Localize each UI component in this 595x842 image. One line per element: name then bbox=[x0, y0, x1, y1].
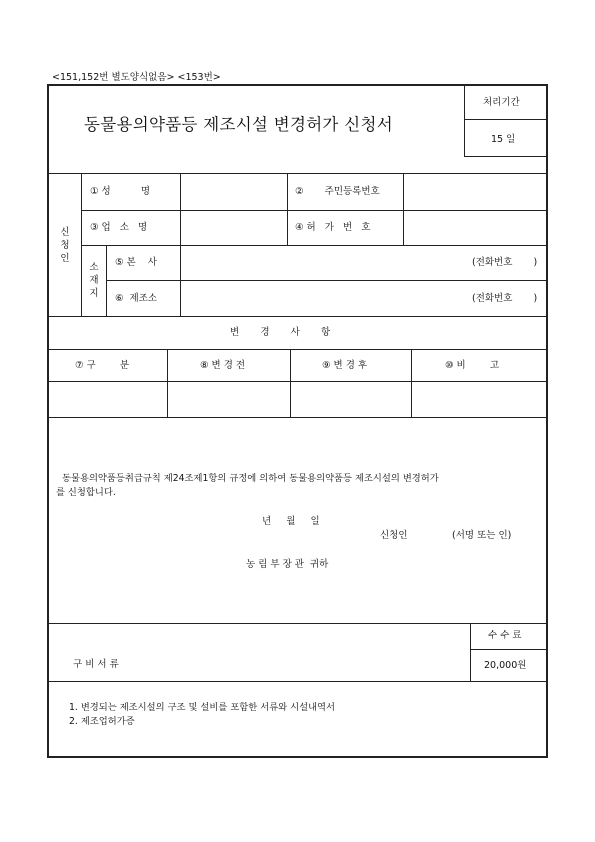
business-name-field[interactable] bbox=[181, 211, 286, 244]
fee-value: 20,000원 bbox=[484, 660, 527, 671]
document-item-1: 1. 변경되는 제조시설의 구조 및 설비를 포함한 서류와 시설내역서 bbox=[69, 702, 336, 713]
fee-box-left bbox=[470, 623, 471, 681]
document-item-2: 2. 제조업허가증 bbox=[69, 716, 135, 727]
frame-right bbox=[546, 84, 548, 758]
signature-field[interactable] bbox=[412, 527, 450, 543]
changes-header-top bbox=[49, 349, 546, 350]
required-documents-label: 구 비 서 류 bbox=[73, 659, 119, 670]
changes-row-bottom bbox=[49, 417, 546, 418]
row12-col-b bbox=[287, 173, 288, 245]
head-office-label: ⑤ 본 사 bbox=[115, 257, 157, 268]
applicant-bottom-line bbox=[49, 316, 546, 317]
documents-bottom-line bbox=[49, 681, 546, 682]
applicant-section-label bbox=[58, 226, 72, 265]
processing-box-left bbox=[464, 86, 465, 157]
license-number-field[interactable] bbox=[404, 211, 545, 244]
applicant-section-char-2: 청 bbox=[60, 240, 70, 251]
column-remarks: ⑩ 비 고 bbox=[445, 360, 500, 371]
location-char-2: 재 bbox=[89, 275, 99, 286]
form-title: 동물용의약품등 제조시설 변경허가 신청서 bbox=[84, 115, 393, 134]
addressee: 농 림 부 장 관 귀하 bbox=[246, 559, 329, 570]
name-field[interactable] bbox=[181, 174, 286, 209]
change-remarks-field[interactable] bbox=[412, 382, 545, 416]
fee-box-divider bbox=[470, 649, 546, 650]
resident-number-field[interactable] bbox=[404, 174, 545, 209]
column-category: ⑦ 구 분 bbox=[75, 360, 130, 371]
resident-number-label: ② 주민등록번호 bbox=[295, 186, 380, 197]
location-char-1: 소 bbox=[89, 262, 99, 273]
name-label: ① 성 명 bbox=[90, 186, 151, 197]
location-char-3: 지 bbox=[89, 288, 99, 299]
frame-left bbox=[47, 84, 49, 758]
applicant-section-char-1: 신 bbox=[60, 227, 70, 238]
processing-period-value: 15 일 bbox=[491, 134, 516, 145]
business-name-label: ③ 업 소 명 bbox=[90, 222, 148, 233]
frame-bottom bbox=[47, 756, 548, 758]
signature-hint: (서명 또는 인) bbox=[452, 530, 512, 541]
changes-section-title: 변 경 사 항 bbox=[230, 327, 331, 338]
statement-line-1: 동물용의약품등취급규칙 제24조제1항의 규정에 의하여 동물용의약품등 제조시설의 변경허가 bbox=[62, 473, 439, 484]
statement-line-2: 를 신청합니다. bbox=[56, 487, 116, 498]
location-label bbox=[87, 261, 101, 300]
application-date: 년 월 일 bbox=[262, 516, 320, 527]
change-after-field[interactable] bbox=[291, 382, 410, 416]
applicant-sign-label: 신청인 bbox=[380, 530, 408, 541]
documents-top-line bbox=[49, 623, 546, 624]
column-before: ⑧ 변 경 전 bbox=[200, 360, 246, 371]
change-before-field[interactable] bbox=[168, 382, 289, 416]
column-after: ⑨ 변 경 후 bbox=[322, 360, 368, 371]
frame-top bbox=[47, 84, 548, 86]
processing-period-label: 처리기간 bbox=[483, 97, 520, 108]
factory-phone-label: (전화번호 ) bbox=[472, 293, 538, 304]
fee-label: 수 수 료 bbox=[488, 630, 522, 641]
applicant-section-char-3: 인 bbox=[60, 253, 70, 264]
processing-box-bottom bbox=[464, 156, 546, 157]
form-reference-note: <151,152번 별도양식없음> <153번> bbox=[52, 72, 221, 83]
license-number-label: ④ 허 가 번 호 bbox=[295, 222, 371, 233]
change-category-field[interactable] bbox=[50, 382, 166, 416]
head-office-phone-label: (전화번호 ) bbox=[472, 257, 538, 268]
processing-box-divider bbox=[464, 119, 546, 120]
factory-label: ⑥ 제조소 bbox=[115, 293, 158, 304]
